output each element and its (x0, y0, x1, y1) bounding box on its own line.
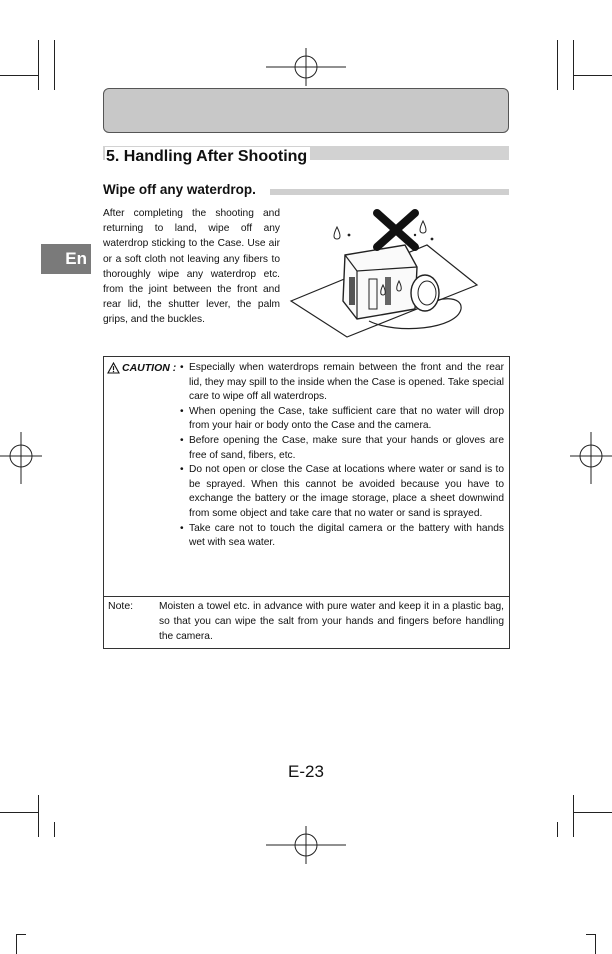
registration-mark-bottom (266, 826, 346, 866)
crop-mark (574, 75, 612, 76)
x-mark (377, 213, 415, 247)
camera-in-case-towel-wipe-illustration (287, 205, 479, 341)
page-number: E-23 (288, 762, 324, 781)
caution-item: • Before opening the Case, make sure that your hands or gloves are free of sand, fibers, etc. (180, 434, 504, 463)
crop-mark (54, 822, 55, 837)
caution-note-divider (103, 596, 510, 597)
registration-mark-top (266, 48, 346, 88)
crop-mark (573, 40, 574, 90)
crop-mark (586, 934, 596, 935)
language-tab: En (41, 244, 91, 274)
crop-mark (16, 934, 17, 954)
crop-mark (557, 822, 558, 837)
header-band (103, 88, 509, 133)
crop-mark (54, 40, 55, 90)
section-title-text: Handling After Shooting (123, 148, 308, 165)
caution-item: • Take care not to touch the digital camera or the battery with hands wet with sea water. (180, 522, 504, 551)
crop-mark (574, 812, 612, 813)
caution-list (180, 361, 504, 551)
subsection-body: After completing the shooting and returning to land, wipe off any waterdrop sticking to the Case. Use air or a soft cloth not leaving any fibers to thoroughly wipe any waterdrop etc. from the joint between the front and rear lid, the shutter lever, the palm grips, and the buckles. (103, 208, 280, 326)
crop-mark (595, 934, 596, 954)
caution-item: • Especially when waterdrops remain between the front and the rear lid, they may spill to the inside when the Case is opened. Take special care to wipe off all waterdrops. (180, 361, 504, 405)
crop-mark (0, 812, 38, 813)
warning-triangle-icon (107, 362, 120, 374)
crop-mark (557, 40, 558, 90)
crop-mark (16, 934, 26, 935)
caution-label-text: CAUTION : (122, 362, 177, 374)
note-label: Note: (108, 600, 134, 612)
section-number: 5. (106, 148, 120, 165)
registration-mark-left (0, 432, 42, 484)
subsection-title: Wipe off any waterdrop. (103, 182, 256, 197)
subsection-rule (270, 189, 509, 195)
crop-mark (0, 75, 38, 76)
crop-mark (573, 795, 574, 837)
note-text: Moisten a towel etc. in advance with pure water and keep it in a plastic bag, so that you can wipe the salt from your hands and fingers before handling the camera. (159, 601, 504, 643)
crop-mark (38, 40, 39, 90)
caution-item: • When opening the Case, take sufficient care that no water will drop from your hair or body onto the Case and the camera. (180, 405, 504, 434)
section-title (105, 147, 310, 167)
caution-label (107, 361, 176, 375)
caution-item: • Do not open or close the Case at locations where water or sand is to be sprayed. When this cannot be avoided because you have to exchange the battery or the image storage, place a sheet downwind from some object and take care that no water or sand is sprayed. (180, 463, 504, 521)
crop-mark (38, 795, 39, 837)
registration-mark-right (570, 432, 612, 484)
